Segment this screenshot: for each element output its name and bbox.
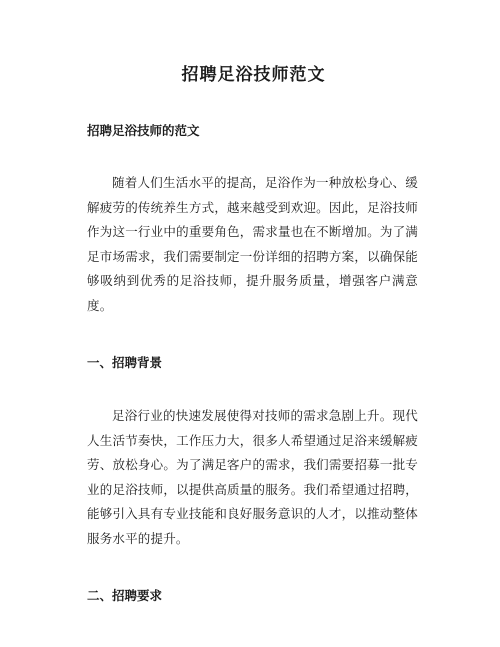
document-subtitle: 招聘足浴技师的范文 bbox=[87, 123, 200, 138]
document-title: 招聘足浴技师范文 bbox=[181, 65, 326, 85]
section-heading-background: 一、招聘背景 bbox=[87, 355, 163, 370]
section-paragraph-background: 足浴行业的快速发展使得对技师的需求急剧上升。现代人生活节奏快，工作压力大，很多人希望通过足浴来缓解疲劳、放松身心。为了满足客户的需求，我们需要招募一批专业的足浴技师，以提供高质量的服务。我们希望通过招聘，能够引入具有专业技能和良好服务意识的人才，以推动整体服务水平的提升。 bbox=[87, 408, 418, 546]
section-heading-requirements: 二、招聘要求 bbox=[87, 588, 163, 603]
intro-paragraph: 随着人们生活水平的提高，足浴作为一种放松身心、缓解疲劳的传统养生方式，越来越受到欢迎。因此，足浴技师作为这一行业中的重要角色，需求量也在不断增加。为了满足市场需求，我们需要制定一份详细的招聘方案，以确保能够吸纳到优秀的足浴技师，提升服务质量，增强客户满意度。 bbox=[87, 175, 418, 313]
